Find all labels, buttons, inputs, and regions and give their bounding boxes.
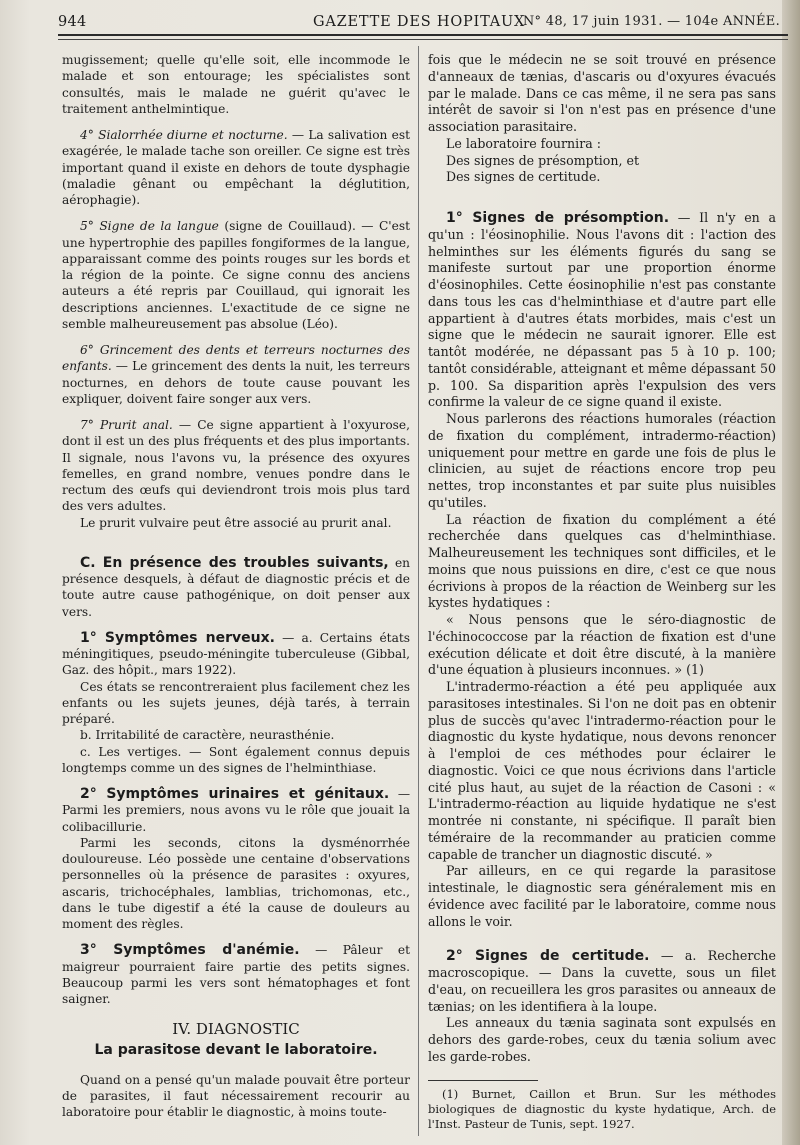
item-text: — Il n'y en a qu'un : l'éosinophilie. Nous l'avons dit : l'action des helminthes sur les éléments figurés du sang se manifeste surtout par une proportion énorme d'éosinophiles. Cette éosinophilie n'est pas constante dans tous les cas d'helminthiase et d'autre part elle appartient à d'autres états morbides, mais c'est un signe que le médecin ne saurait ignorer. Elle est tantôt modérée, ne dépassant pas 5 à 10 p. 100; tantôt considérable, atteignant et même dépassant 50 p. 100. Sa disparition après l'expulsion des vers confirme la valeur de ce signe quand il existe. [428,210,776,410]
item-text: — Le grincement des dents la nuit, les terreurs nocturnes, en dehors de toute cause pouvant les expliquer, doivent faire songer aux vers. [62,359,410,406]
column-divider [418,46,419,1136]
item-heading: 5° Signe de la langue [80,219,219,234]
subsection-heading: 3° Symptômes d'anémie. [80,942,300,959]
page-header [58,10,786,32]
paragraph: Parmi les seconds, citons la dysménorrhée douloureuse. Léo possède une centaine d'observations personnelles où la présence de parasites : oxyures, ascaris, trichocéphales, lamblias, trichomonas, etc., dans le tube digestif a été la cause de douleurs au moment des règles. [62,835,410,931]
paragraph: Ces états se rencontreraient plus facilement chez les enfants ou les sujets jeunes, déjà tarés, à terrain préparé. [62,679,410,726]
subsection-heading: 2° Symptômes urinaires et génitaux. [80,786,390,802]
list-item: Des signes de certitude. [446,169,601,185]
paragraph [62,127,410,208]
paragraph: c. Les vertiges. — Sont également connus depuis longtemps comme un des signes de l'helminthiase. [62,744,410,775]
item-heading: 6° Grincement des dents et terreurs nocturnes des enfants. [62,343,410,374]
section-c [62,555,410,620]
section-subtitle: La parasitose devant le laboratoire. [94,1041,378,1058]
item-text: en présence desquels, à défaut de diagnostic précis et de toute autre cause pathogénique, on doit penser aux vers. [62,555,411,619]
left-column [62,52,410,1121]
page-number: 944 [58,14,87,30]
subsection-heading: 1° Signes de présomption. [446,210,670,226]
paragraph: Les anneaux du tænia saginata sont expulsés en dehors des garde-robes, ceux du tænia solium avec les garde-robes. [428,1015,776,1064]
paragraph: L'intradermo-réaction a été peu appliquée aux parasitoses intestinales. Si l'on ne doit pas en obtenir plus de succès qu'avec l'intradermo-réaction pour le diagnostic du kyste hydatique, nous devons renoncer à l'emploi de ces méthodes pour éclairer le diagnostic. Voici ce que nous écrivions dans l'article cité plus haut, au sujet de la réaction de Casoni : « L'intradermo-réaction au liquide hydatique ne s'est montrée ni constante, ni spécifique. Il paraît bien téméraire de la recommander au praticien comme capable de trancher un diagnostic discuté. » [428,679,776,862]
subsection-heading: 2° Signes de certitude. [446,948,650,965]
footnote: (1) Burnet, Caillon et Brun. Sur les méthodes biologiques de diagnostic du kyste hydatique, Arch. de l'Inst. Pasteur de Tunis, sept. 1927. [428,1086,776,1131]
paragraph: Quand on a pensé qu'un malade pouvait être porteur de parasites, il faut nécessairement recourir au laboratoire pour établir le diagnostic, à moins toute- [62,1072,410,1120]
section-title: IV. DIAGNOSTIC [172,1020,300,1039]
paragraph [428,210,776,411]
paragraph: b. Irritabilité de caractère, neurasthénie. [80,728,335,743]
paragraph: La réaction de fixation du complément a été recherchée dans quelques cas d'helminthiase. Malheureusement les techniques sont difficiles, et le moins que nous puissions en dire, c'est ce que nous écrivions à propos de la réaction de Weinberg sur les kystes hydatiques : [428,511,776,611]
right-column [428,52,776,1132]
paragraph [62,630,410,679]
footnote-rule [428,1080,538,1081]
paragraph: mugissement; quelle qu'elle soit, elle incommode le malade et son entourage; les spécialistes sont consultés, mais le malade ne guérit qu'avec le traitement anthelmintique. [62,53,410,116]
paragraph [62,942,410,1007]
item-heading: 7° Prurit anal. [80,418,173,432]
item-text: (signe de Couillaud). — C'est une hypertrophie des papilles fongiformes de la langue, apparaissant comme des points rouges sur les bords et la région de la pointe. Ce signe connu des anciens auteurs a été repris par Couillaud, qui ignorait les descriptions anciennes. L'exactitude de ce signe ne semble malheureusement pas absolue (Léo). [62,219,410,331]
page-edge-shadow [782,0,800,1145]
item-text: — Parmi les premiers, nous avons vu le rôle que jouait la colibacillurie. [62,787,411,834]
item-text: — Ce signe appartient à l'oxyurose, dont il est un des plus fréquents et des plus importants. Il signale, nous l'avons vu, la présence des oxyures femelles, en grand nombre, venues pondre dans le rectum des œufs qui deviendront trois mois plus tard des vers adultes. [62,418,411,514]
item-text: — a. Recherche macroscopique. — Dans la cuvette, sous un filet d'eau, on recueillera les gros parasites ou anneaux de tænias; on les identifiera à la loupe. [428,948,776,1014]
item-text: — Pâleur et maigreur pourraient faire partie des petits signes. Beaucoup parmi les vers sont hématophages et font saigner. [62,943,411,1006]
item-heading: 4° Sialorrhée diurne et nocturne. [80,128,288,142]
item-text: — a. Certains états méningitiques, pseudo-méningite tuberculeuse (Gibbal, Gaz. des hôpit., mars 1922). [62,630,410,678]
paragraph [62,342,410,407]
item-text: — La salivation est exagérée, le malade tache son oreiller. Ce signe est très important quand il existe en dehors de toute dysphagie (maladie gênant ou empêchant la déglutition, aérophagie). [62,128,411,207]
journal-title: GAZETTE DES HOPITAUX [313,14,526,30]
paragraph: fois que le médecin ne se soit trouvé en présence d'anneaux de tænias, d'ascaris ou d'oxyures évacués par le malade. Dans ce cas même, il ne sera pas sans intérêt de savoir si l'on n'est pas en présence d'une association parasitaire. [428,52,776,134]
paragraph: Le prurit vulvaire peut être associé au prurit anal. [80,515,392,530]
paragraph [62,786,410,835]
issue-info: N° 48, 17 juin 1931. — 104e ANNÉE. [522,14,780,29]
subsection-heading: 1° Symptômes nerveux. [80,629,275,646]
section-heading: C. En présence des troubles suivants, [80,554,389,571]
paragraph: Nous parlerons des réactions humorales (réaction de fixation du complément, intradermo-réaction) uniquement pour mettre en garde une fois de plus le clinicien, au sujet de réactions encore trop peu nettes, trop inconstantes et par suite plus nuisibles qu'utiles. [428,411,776,510]
header-rule-thin [58,39,788,40]
paragraph: Le laboratoire fournira : [446,135,601,151]
paragraph [62,218,410,332]
paragraph [428,948,776,1015]
paragraph [62,417,410,515]
quote-paragraph: « Nous pensons que le séro-diagnostic de l'échinococcose par la réaction de fixation est d'une exécution délicate et doit être discuté, à la manière d'une équation à plusieurs inconnues. » (1) [428,612,776,678]
list-item: Des signes de présomption, et [446,152,640,168]
header-rule [58,34,788,36]
paragraph: Par ailleurs, en ce qui regarde la parasitose intestinale, le diagnostic sera généralement mis en évidence avec facilité par le laboratoire, comme nous allons le voir. [428,863,776,929]
